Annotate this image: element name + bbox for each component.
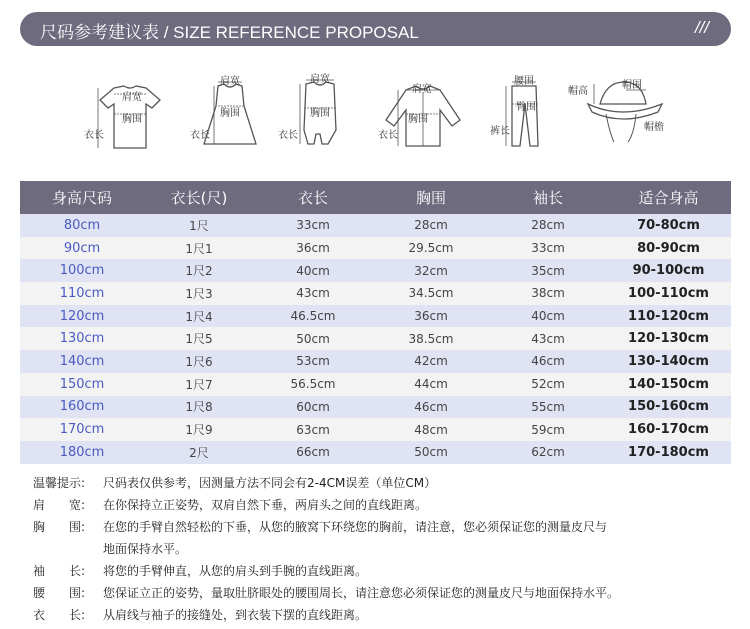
- cell: 1尺6: [144, 350, 254, 373]
- pants-diagram: [490, 60, 560, 160]
- note-chest-continued: 地面保持水平。: [103, 542, 188, 556]
- cell: 140-150cm: [606, 373, 731, 396]
- tshirt-diagram: [80, 60, 170, 160]
- cell: 32cm: [372, 259, 490, 282]
- hat-icon: [566, 60, 676, 160]
- note-length: [33, 604, 733, 626]
- cell: 1尺: [144, 214, 254, 237]
- hat-brim-label: 帽檐: [644, 122, 664, 133]
- romper-diagram: [278, 60, 358, 160]
- header-length-chi: 衣长(尺): [144, 181, 254, 214]
- table-row: [20, 259, 731, 282]
- note-label: 衣 长:: [33, 608, 86, 622]
- table-row: [20, 327, 731, 350]
- table-header-row: [20, 181, 731, 214]
- cell: 59cm: [490, 418, 606, 441]
- jacket-diagram: [368, 60, 478, 160]
- cell: 56.5cm: [254, 373, 372, 396]
- note-waist: [33, 582, 733, 604]
- cell: 70-80cm: [606, 214, 731, 237]
- cell: 52cm: [490, 373, 606, 396]
- cell: 40cm: [490, 305, 606, 328]
- table-row: [20, 441, 731, 464]
- note-text: 在你保持立正姿势，双肩自然下垂，两肩头之间的直线距离。: [103, 498, 428, 512]
- cell: 100cm: [20, 259, 144, 282]
- table-row: [20, 350, 731, 373]
- pants-length-label: 裤长: [490, 126, 510, 137]
- cell: 28cm: [490, 214, 606, 237]
- cell: 48cm: [372, 418, 490, 441]
- table-row: [20, 305, 731, 328]
- size-table: [20, 181, 731, 464]
- note-text: 在您的手臂自然轻松的下垂，从您的腋窝下环绕您的胸前，请注意，您必须保证您的测量皮尺与: [103, 520, 608, 534]
- cell: 44cm: [372, 373, 490, 396]
- cell: 42cm: [372, 350, 490, 373]
- header-height-size: 身高尺码: [20, 181, 144, 214]
- cell: 1尺3: [144, 282, 254, 305]
- note-text: 尺码表仅供参考，因测量方法不同会有2-4CM误差（单位CM）: [103, 476, 437, 490]
- cell: 1尺7: [144, 373, 254, 396]
- note-label: 胸 围:: [33, 520, 86, 534]
- chest-label: 胸围: [310, 108, 330, 119]
- cell: 66cm: [254, 441, 372, 464]
- cell: 28cm: [372, 214, 490, 237]
- chest-label: 胸围: [408, 114, 428, 125]
- cell: 1尺5: [144, 327, 254, 350]
- cell: 140cm: [20, 350, 144, 373]
- table-row: [20, 282, 731, 305]
- cell: 38.5cm: [372, 327, 490, 350]
- hip-label: 臀围: [516, 102, 536, 113]
- dress-diagram: [188, 60, 268, 160]
- cell: 170-180cm: [606, 441, 731, 464]
- cell: 1尺9: [144, 418, 254, 441]
- cell: 110-120cm: [606, 305, 731, 328]
- note-text: 从肩线与袖子的接缝处，到衣装下摆的直线距离。: [103, 608, 368, 622]
- table-row: [20, 373, 731, 396]
- note-label: 肩 宽:: [33, 498, 86, 512]
- cell: 170cm: [20, 418, 144, 441]
- cell: 46.5cm: [254, 305, 372, 328]
- cell: 35cm: [490, 259, 606, 282]
- cell: 55cm: [490, 396, 606, 419]
- cell: 90cm: [20, 237, 144, 260]
- cell: 63cm: [254, 418, 372, 441]
- cell: 1尺2: [144, 259, 254, 282]
- cell: 34.5cm: [372, 282, 490, 305]
- title-banner: [20, 12, 731, 46]
- cell: 33cm: [254, 214, 372, 237]
- cell: 160-170cm: [606, 418, 731, 441]
- cell: 100-110cm: [606, 282, 731, 305]
- cell: 50cm: [372, 441, 490, 464]
- note-text: 将您的手臂伸直，从您的肩头到手腕的直线距离。: [103, 564, 368, 578]
- cell: 46cm: [372, 396, 490, 419]
- cell: 2尺: [144, 441, 254, 464]
- shoulder-label: 肩宽: [412, 84, 432, 95]
- header-sleeve: 袖长: [490, 181, 606, 214]
- shoulder-label: 肩宽: [310, 74, 330, 85]
- cell: 33cm: [490, 237, 606, 260]
- cell: 38cm: [490, 282, 606, 305]
- cell: 29.5cm: [372, 237, 490, 260]
- shoulder-label: 肩宽: [122, 92, 142, 103]
- table-row: [20, 237, 731, 260]
- cell: 62cm: [490, 441, 606, 464]
- cell: 80cm: [20, 214, 144, 237]
- cell: 43cm: [490, 327, 606, 350]
- cell: 43cm: [254, 282, 372, 305]
- hat-height-label: 帽高: [568, 86, 588, 97]
- header-fit-height: 适合身高: [606, 181, 731, 214]
- header-length: 衣长: [254, 181, 372, 214]
- shoulder-label: 肩宽: [220, 76, 240, 87]
- cell: 1尺8: [144, 396, 254, 419]
- cell: 36cm: [372, 305, 490, 328]
- length-label: 衣长: [278, 130, 298, 141]
- measurement-notes: [33, 472, 733, 626]
- chest-label: 胸围: [220, 108, 240, 119]
- cell: 53cm: [254, 350, 372, 373]
- cell: 120-130cm: [606, 327, 731, 350]
- cell: 1尺4: [144, 305, 254, 328]
- cell: 110cm: [20, 282, 144, 305]
- note-label: 腰 围:: [33, 586, 86, 600]
- cell: 130-140cm: [606, 350, 731, 373]
- length-label: 衣长: [378, 130, 398, 141]
- cell: 50cm: [254, 327, 372, 350]
- measurement-diagrams: [0, 60, 750, 170]
- note-text: 您保证立正的姿势，量取肚脐眼处的腰围周长，请注意您必须保证您的测量皮尺与地面保持水平。: [103, 586, 620, 600]
- cell: 150-160cm: [606, 396, 731, 419]
- cell: 160cm: [20, 396, 144, 419]
- table-row: [20, 396, 731, 419]
- cell: 130cm: [20, 327, 144, 350]
- length-label: 衣长: [84, 130, 104, 141]
- cell: 80-90cm: [606, 237, 731, 260]
- hat-circumference-label: 帽围: [622, 80, 642, 91]
- cell: 60cm: [254, 396, 372, 419]
- cell: 1尺1: [144, 237, 254, 260]
- waist-label: 腰围: [514, 76, 534, 87]
- note-chest: [33, 516, 733, 538]
- header-chest: 胸围: [372, 181, 490, 214]
- cell: 46cm: [490, 350, 606, 373]
- banner-title: 尺码参考建议表 / SIZE REFERENCE PROPOSAL: [40, 23, 419, 42]
- cell: 120cm: [20, 305, 144, 328]
- note-tip: [33, 472, 733, 494]
- cell: 180cm: [20, 441, 144, 464]
- chest-label: 胸围: [122, 114, 142, 125]
- cell: 90-100cm: [606, 259, 731, 282]
- cell: 40cm: [254, 259, 372, 282]
- banner-decoration: ///: [694, 18, 709, 37]
- hat-diagram: [566, 60, 676, 160]
- cell: 36cm: [254, 237, 372, 260]
- note-label: 温馨提示:: [33, 476, 86, 490]
- note-label: 袖 长:: [33, 564, 86, 578]
- note-sleeve: [33, 560, 733, 582]
- table-row: [20, 214, 731, 237]
- length-label: 衣长: [190, 130, 210, 141]
- table-row: [20, 418, 731, 441]
- note-shoulder: [33, 494, 733, 516]
- cell: 150cm: [20, 373, 144, 396]
